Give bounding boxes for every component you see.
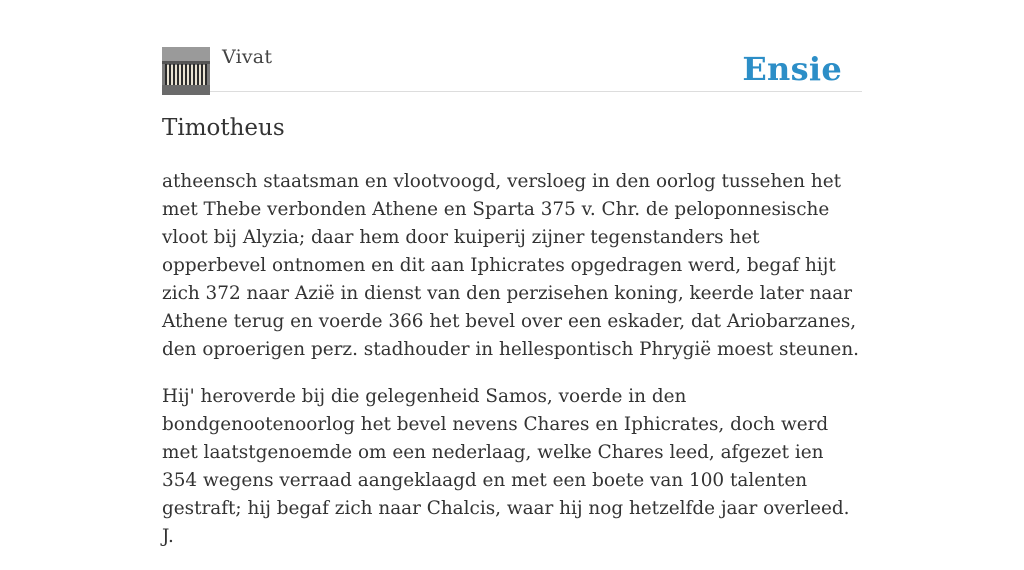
author-avatar[interactable] — [162, 47, 210, 95]
author-name[interactable]: Vivat — [222, 46, 273, 68]
article-body — [162, 168, 862, 570]
paragraph: atheensch staatsman en vlootvoogd, versloeg in den oorlog tussehen het met Thebe verbonden Athene en Sparta 375 v. Chr. de peloponnesische vloot bij Alyzia; daar hem door kuiperij zijner tegenstanders het opperbevel ontnomen en dit aan Iphicrates opgedragen werd, begaf hijt zich 372 naar Azië in dienst van den perzisehen koning, keerde later naar Athene terug en voerde 366 het bevel over een eskader, dat Ariobarzanes, den oproerigen perz. stadhouder in hellespontisch Phrygië moest steunen. — [162, 171, 860, 360]
library-books-avatar-icon — [162, 47, 210, 95]
page-title: Timotheus — [162, 115, 285, 141]
paragraph: Hij' heroverde bij die gelegenheid Samos, voerde in den bondgenootenoorlog het bevel nevens Chares en Iphicrates, doch werd met laatstgenoemde om een nederlaag, welke Chares leed, afgezet ien 354 wegens verraad aangeklaagd en met een boete van 100 talenten gestraft; hij begaf zich naar Chalcis, waar hij nog hetzelfde jaar overleed. J. — [162, 386, 850, 547]
page — [162, 0, 862, 547]
brand-logo[interactable]: Ensie — [742, 50, 842, 88]
header — [162, 0, 862, 92]
